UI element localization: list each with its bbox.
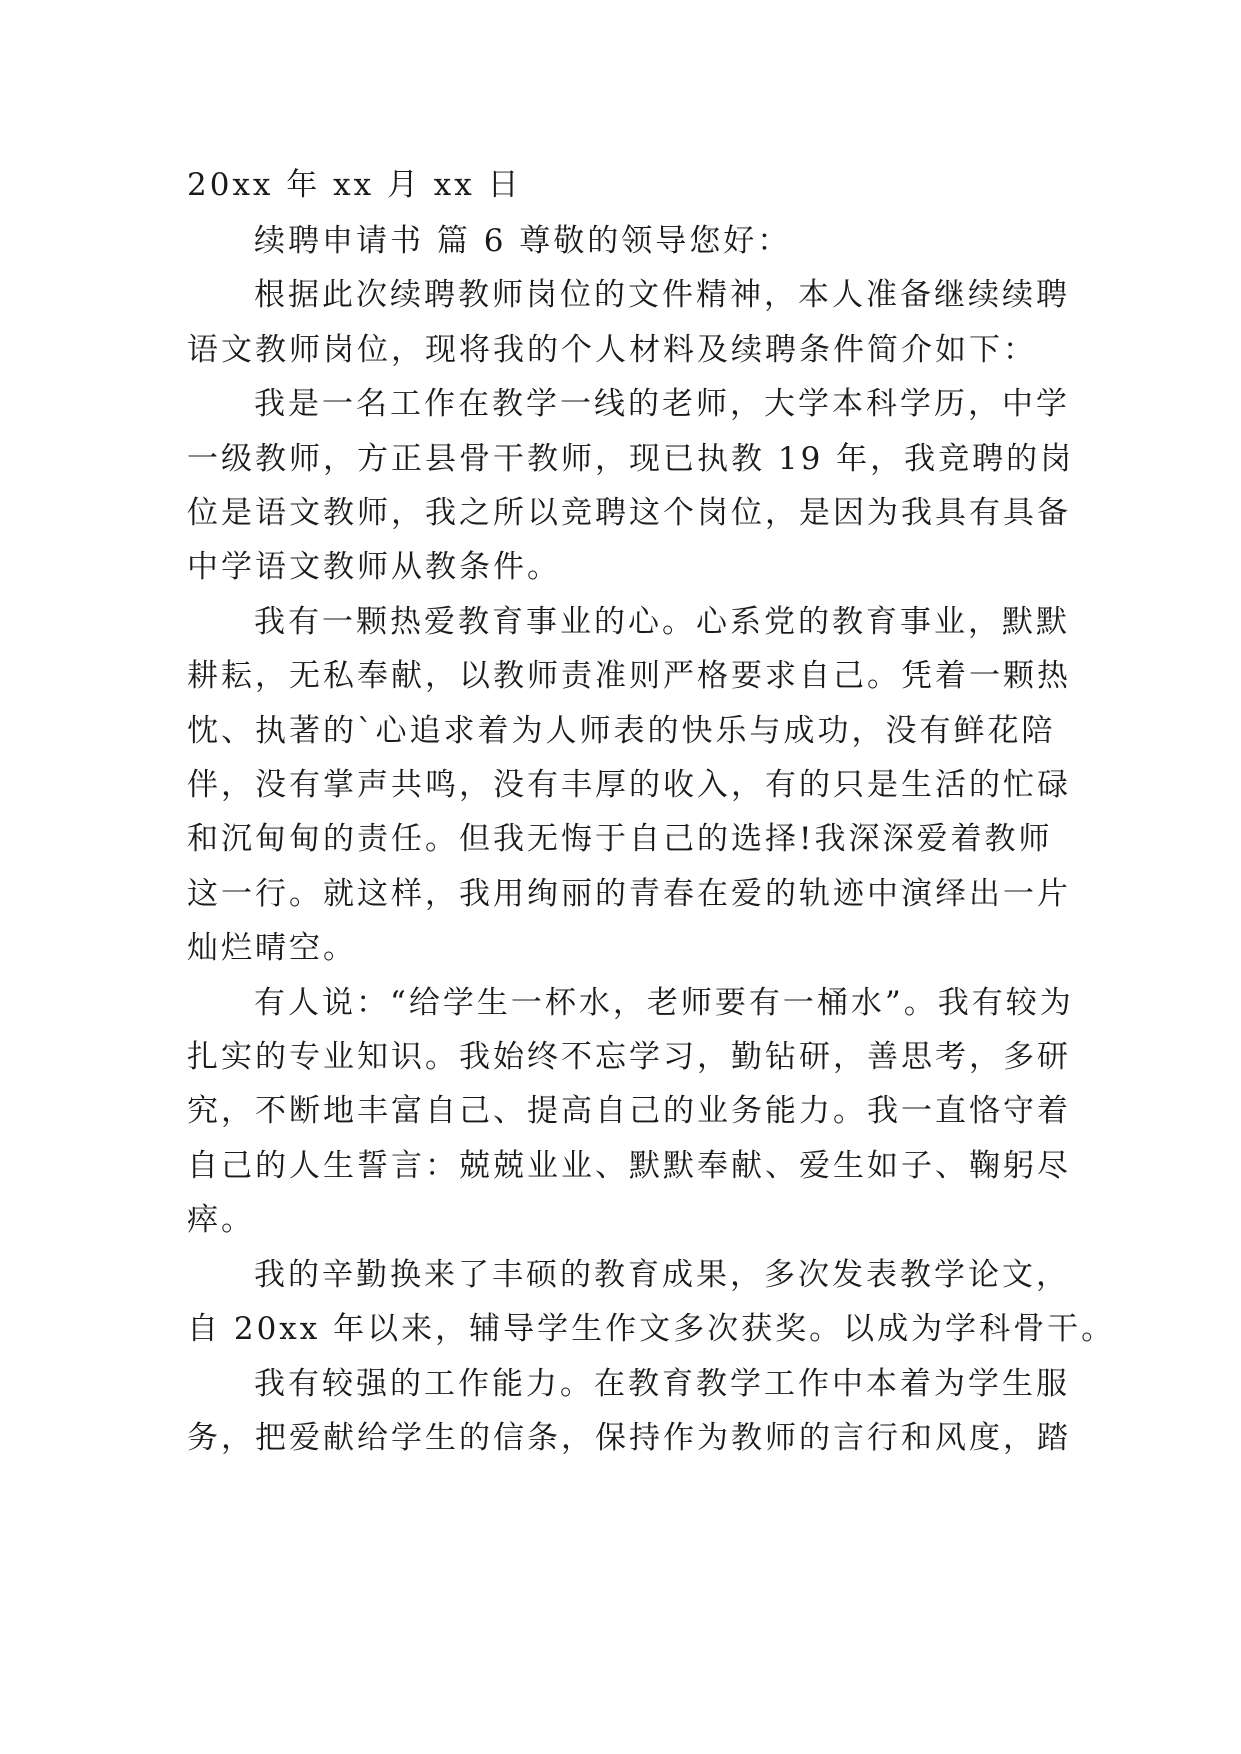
paragraph-line: 位是语文教师，我之所以竞聘这个岗位，是因为我具有具备 [187,495,1071,531]
paragraph-line: 扎实的专业知识。我始终不忘学习，勤钻研，善思考，多研 [187,1039,1071,1075]
paragraph-line: 灿烂晴空。 [187,930,357,966]
paragraph-line: 耕耘，无私奉献，以教师责准则严格要求自己。凭着一颗热 [187,658,1071,694]
paragraph-line: 忱、执著的`心追求着为人师表的快乐与成功，没有鲜花陪 [187,713,1056,749]
paragraph-line: 我的辛勤换来了丰硕的教育成果，多次发表教学论文， [254,1257,1070,1293]
paragraph-line: 有人说：“给学生一杯水，老师要有一桶水”。我有较为 [254,985,1074,1021]
paragraph-line: 我有一颗热爱教育事业的心。心系党的教育事业，默默 [254,604,1070,640]
paragraph-line: 瘁。 [187,1202,255,1238]
date-line: 20xx 年 xx 月 xx 日 [187,167,522,203]
paragraph-line: 根据此次续聘教师岗位的文件精神，本人准备继续续聘 [254,277,1070,313]
paragraph-line: 自 20xx 年以来，辅导学生作文多次获奖。以成为学科骨干。 [187,1311,1116,1347]
paragraph-line: 我有较强的工作能力。在教育教学工作中本着为学生服 [254,1366,1070,1402]
paragraph-line: 这一行。就这样，我用绚丽的青春在爱的轨迹中演绎出一片 [187,876,1071,912]
paragraph-line: 自己的人生誓言：兢兢业业、默默奉献、爱生如子、鞠躬尽 [187,1148,1071,1184]
heading-line: 续聘申请书 篇 6 尊敬的领导您好： [254,223,792,259]
paragraph-line: 语文教师岗位，现将我的个人材料及续聘条件简介如下： [187,332,1037,368]
paragraph-line: 中学语文教师从教条件。 [187,549,561,585]
paragraph-line: 一级教师，方正县骨干教师，现已执教 19 年，我竞聘的岗 [187,441,1075,477]
paragraph-line: 和沉甸甸的责任。但我无悔于自己的选择!我深深爱着教师 [187,821,1053,857]
paragraph-line: 务，把爱献给学生的信条，保持作为教师的言行和风度，踏 [187,1420,1071,1456]
paragraph-line: 伴，没有掌声共鸣，没有丰厚的收入，有的只是生活的忙碌 [187,767,1071,803]
paragraph-line: 究，不断地丰富自己、提高自己的业务能力。我一直恪守着 [187,1093,1071,1129]
paragraph-line: 我是一名工作在教学一线的老师，大学本科学历，中学 [254,386,1070,422]
